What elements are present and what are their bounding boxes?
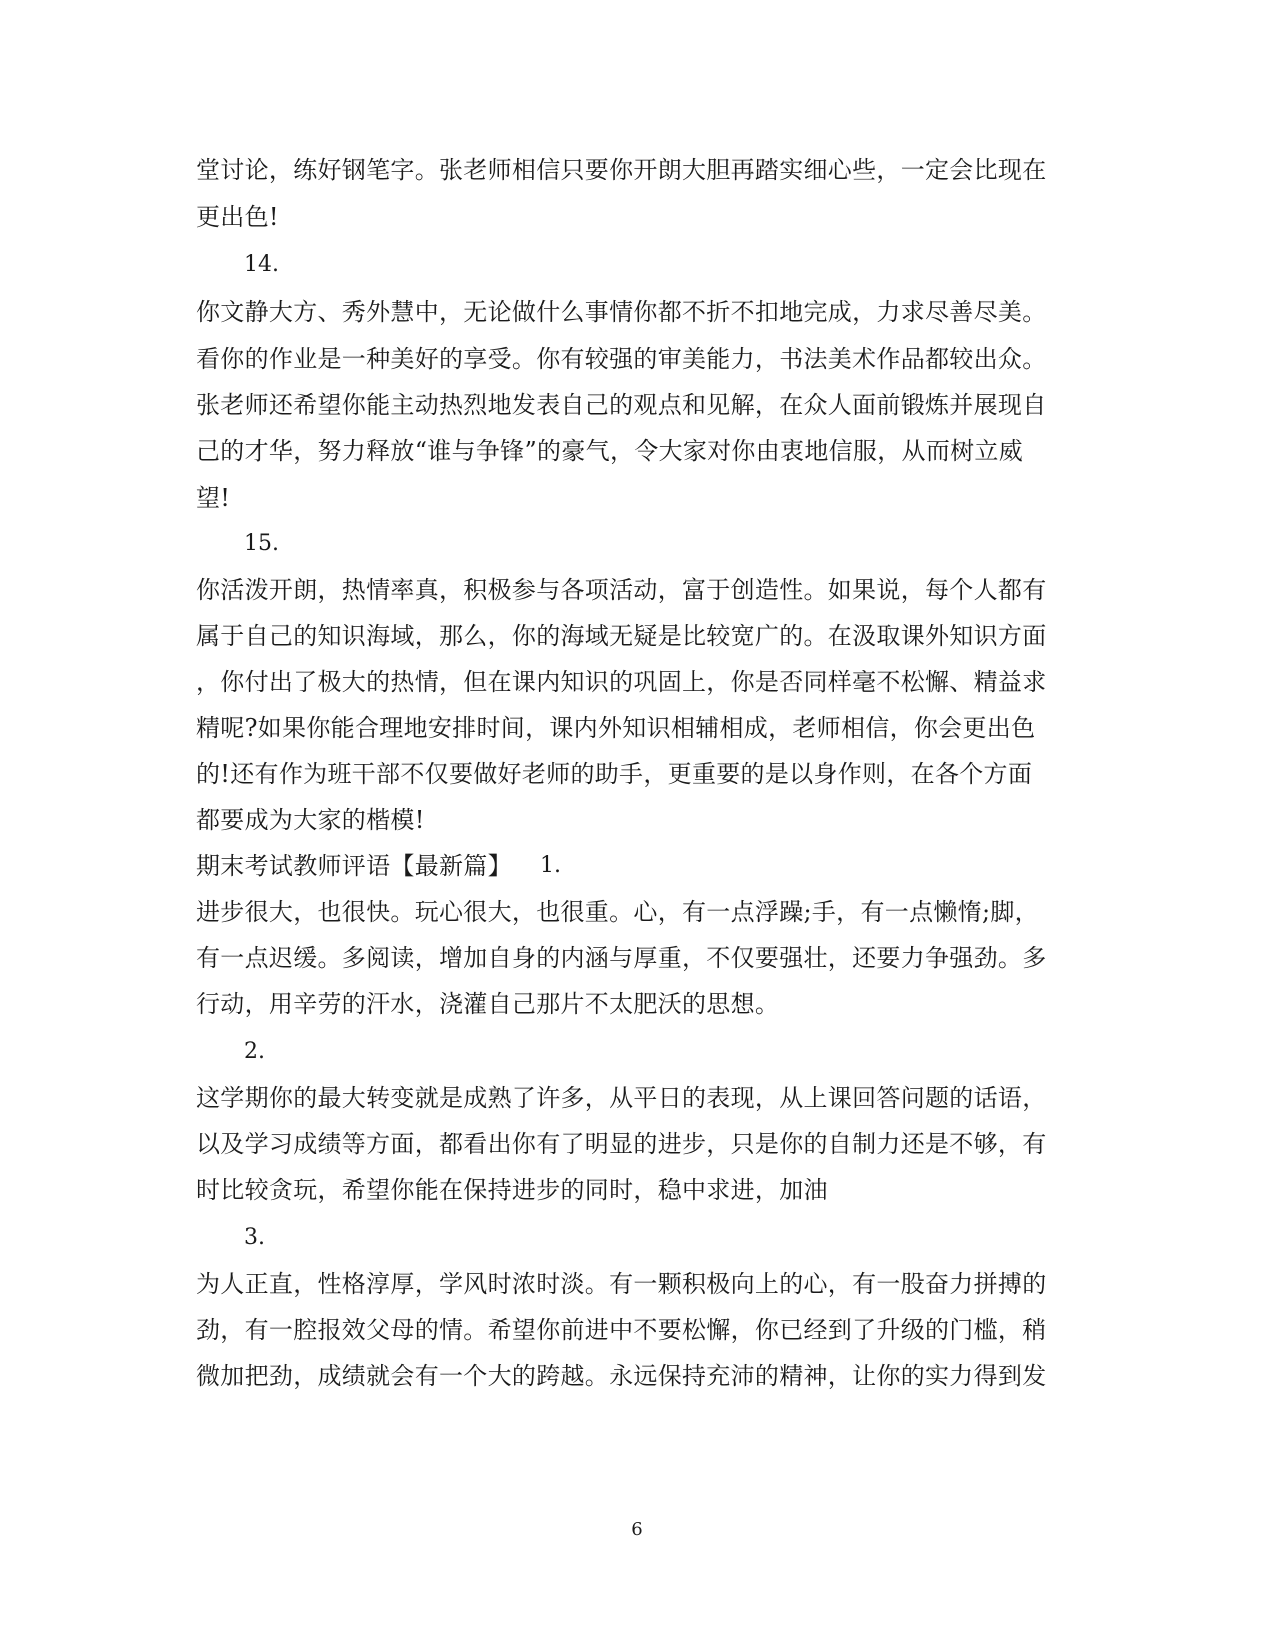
paragraph-line: 你活泼开朗，热情率真，积极参与各项活动，富于创造性。如果说，每个人都有 <box>196 576 1047 604</box>
paragraph-line: 行动，用辛劳的汗水，浇灌自己那片不太肥沃的思想。 <box>196 990 780 1018</box>
paragraph-line: 以及学习成绩等方面，都看出你有了明显的进步，只是你的自制力还是不够，有 <box>196 1130 1047 1158</box>
item-number: 15. <box>244 531 279 556</box>
paragraph-line: 你文静大方、秀外慧中，无论做什么事情你都不折不扣地完成，力求尽善尽美。 <box>196 298 1047 326</box>
item-number: 14. <box>244 252 279 277</box>
paragraph-line: 的!还有作为班干部不仅要做好老师的助手，更重要的是以身作则，在各个方面 <box>196 760 1033 788</box>
paragraph-line: 为人正直，性格淳厚，学风时浓时淡。有一颗积极向上的心，有一股奋力拼搏的 <box>196 1270 1047 1298</box>
paragraph-line: 精呢?如果你能合理地安排时间，课内外知识相辅相成，老师相信，你会更出色 <box>196 714 1036 742</box>
page-number: 6 <box>631 1519 643 1540</box>
paragraph-line: 劲，有一腔报效父母的情。希望你前进中不要松懈，你已经到了升级的门槛，稍 <box>196 1316 1047 1344</box>
paragraph-line: 进步很大，也很快。玩心很大，也很重。心，有一点浮躁;手，有一点懒惰;脚， <box>196 898 1039 926</box>
paragraph-line: 堂讨论，练好钢笔字。张老师相信只要你开朗大胆再踏实细心些，一定会比现在 <box>196 156 1047 184</box>
paragraph-line: 望! <box>196 484 231 512</box>
paragraph-line: 时比较贪玩，希望你能在保持进步的同时，稳中求进，加油 <box>196 1176 828 1204</box>
item-number: 1. <box>540 853 561 878</box>
paragraph-line: 属于自己的知识海域，那么，你的海域无疑是比较宽广的。在汲取课外知识方面 <box>196 622 1047 650</box>
paragraph-line: 看你的作业是一种美好的享受。你有较强的审美能力，书法美术作品都较出众。 <box>196 345 1047 373</box>
section-heading: 期末考试教师评语【最新篇】 <box>196 852 512 880</box>
paragraph-line: 这学期你的最大转变就是成熟了许多，从平日的表现，从上课回答问题的话语， <box>196 1084 1047 1112</box>
paragraph-line: 都要成为大家的楷模! <box>196 806 425 834</box>
item-number: 3. <box>244 1225 265 1250</box>
paragraph-line: ，你付出了极大的热情，但在课内知识的巩固上，你是否同样毫不松懈、精益求 <box>196 668 1047 696</box>
item-number: 2. <box>244 1039 265 1064</box>
paragraph-line: 张老师还希望你能主动热烈地发表自己的观点和见解，在众人面前锻炼并展现自 <box>196 391 1047 419</box>
paragraph-line: 微加把劲，成绩就会有一个大的跨越。永远保持充沛的精神，让你的实力得到发 <box>196 1362 1047 1390</box>
paragraph-line: 更出色! <box>196 203 279 231</box>
paragraph-line: 己的才华，努力释放“谁与争锋”的豪气，令大家对你由衷地信服，从而树立威 <box>196 437 1024 465</box>
paragraph-line: 有一点迟缓。多阅读，增加自身的内涵与厚重，不仅要强壮，还要力争强劲。多 <box>196 944 1047 972</box>
